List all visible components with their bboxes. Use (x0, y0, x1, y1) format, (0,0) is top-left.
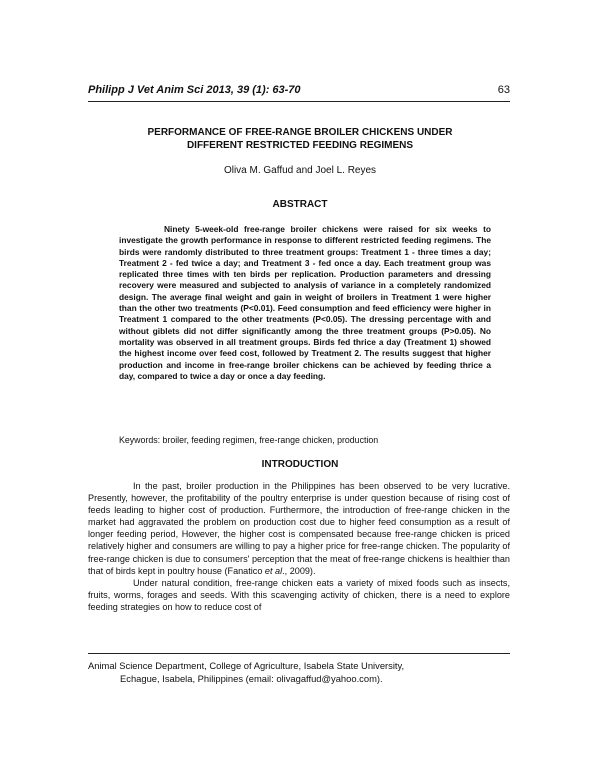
running-header (88, 84, 510, 102)
intro-p1-citation-end: ., 2009). (282, 565, 316, 576)
intro-paragraph-1 (88, 480, 510, 577)
author-list: Oliva M. Gaffud and Joel L. Reyes (223, 165, 377, 176)
keywords-line: Keywords: broiler, feeding regimen, free-range chicken, production (119, 435, 379, 445)
intro-p1-text: In the past, broiler production in the Philippines has been observed to be very lucrative. Presently, however, the profitability of the poultry enterprise is under question because of rising cost of feeds leading to higher cost of production. Furthermore, the introduction of free-range chicken in the market had aggravated the problem on production cost due to higher feed consumption as a result of longer feeding period, However, the higher cost is compensated because free-range chicken is priced relatively higher and consumers are willing to pay a higher price for free-range chicken. The popularity of free-range chicken is due to consumers' perception that the meat of free-range chickens is healthier than that of birds kept in poultry house (Fanatico (88, 481, 510, 576)
journal-citation: Philipp J Vet Anim Sci 2013, 39 (1): 63-70 (88, 84, 301, 96)
affiliation-footnote (88, 660, 510, 685)
footnote-rule (88, 653, 510, 654)
title-line-2: DIFFERENT RESTRICTED FEEDING REGIMENS (186, 140, 414, 151)
intro-paragraph-2: Under natural condition, free-range chicken eats a variety of mixed foods such as insects, fruits, worms, forages and seeds. With this scavenging activity of chicken, there is a need to explore feeding strategies on how to reduce cost of (88, 577, 510, 612)
intro-p1-etal: et al (264, 565, 283, 576)
page-number: 63 (497, 84, 510, 96)
abstract-body: Ninety 5-week-old free-range broiler chickens were raised for six weeks to investigate the growth performance in response to different restricted feeding regimens. The birds were randomly distributed to three treatment groups: Treatment 1 - three times a day; Treatment 2 - fed twice a day; and Treatment 3 - fed once a day. Each treatment group was replicated three times with ten birds per replication. Production parameters and dressing recovery were measured and subjected to analysis of variance in a completely randomized design. The average final weight and gain in weight of broilers in Treatment 1 were higher than the other two treatments (P<0.01). Feed consumption and feed efficiency were higher in Treatment 1 compared to the other treatments (P<0.05). The dressing percentage with and without giblets did not differ significantly among the three treatment groups (P>0.05). No mortality was observed in all treatment groups. Birds fed thrice a day (Treatment 1) showed the highest income over feed cost, followed by Treatment 2. The results suggest that higher production and income in free-range broiler chickens can be achieved by feeding thrice a day, compared to twice a day or once a day feeding. (119, 224, 491, 381)
footnote-line-2: Echague, Isabela, Philippines (email: olivagaffud@yahoo.com). (120, 672, 383, 684)
abstract-heading: ABSTRACT (272, 199, 328, 210)
paper-title (90, 126, 510, 152)
introduction-body (88, 480, 510, 613)
header-rule (88, 101, 510, 102)
title-line-1: PERFORMANCE OF FREE-RANGE BROILER CHICKENS UNDER (147, 127, 453, 138)
introduction-heading: INTRODUCTION (261, 459, 339, 470)
footnote-line-1: Animal Science Department, College of Agriculture, Isabela State University, (88, 660, 405, 671)
